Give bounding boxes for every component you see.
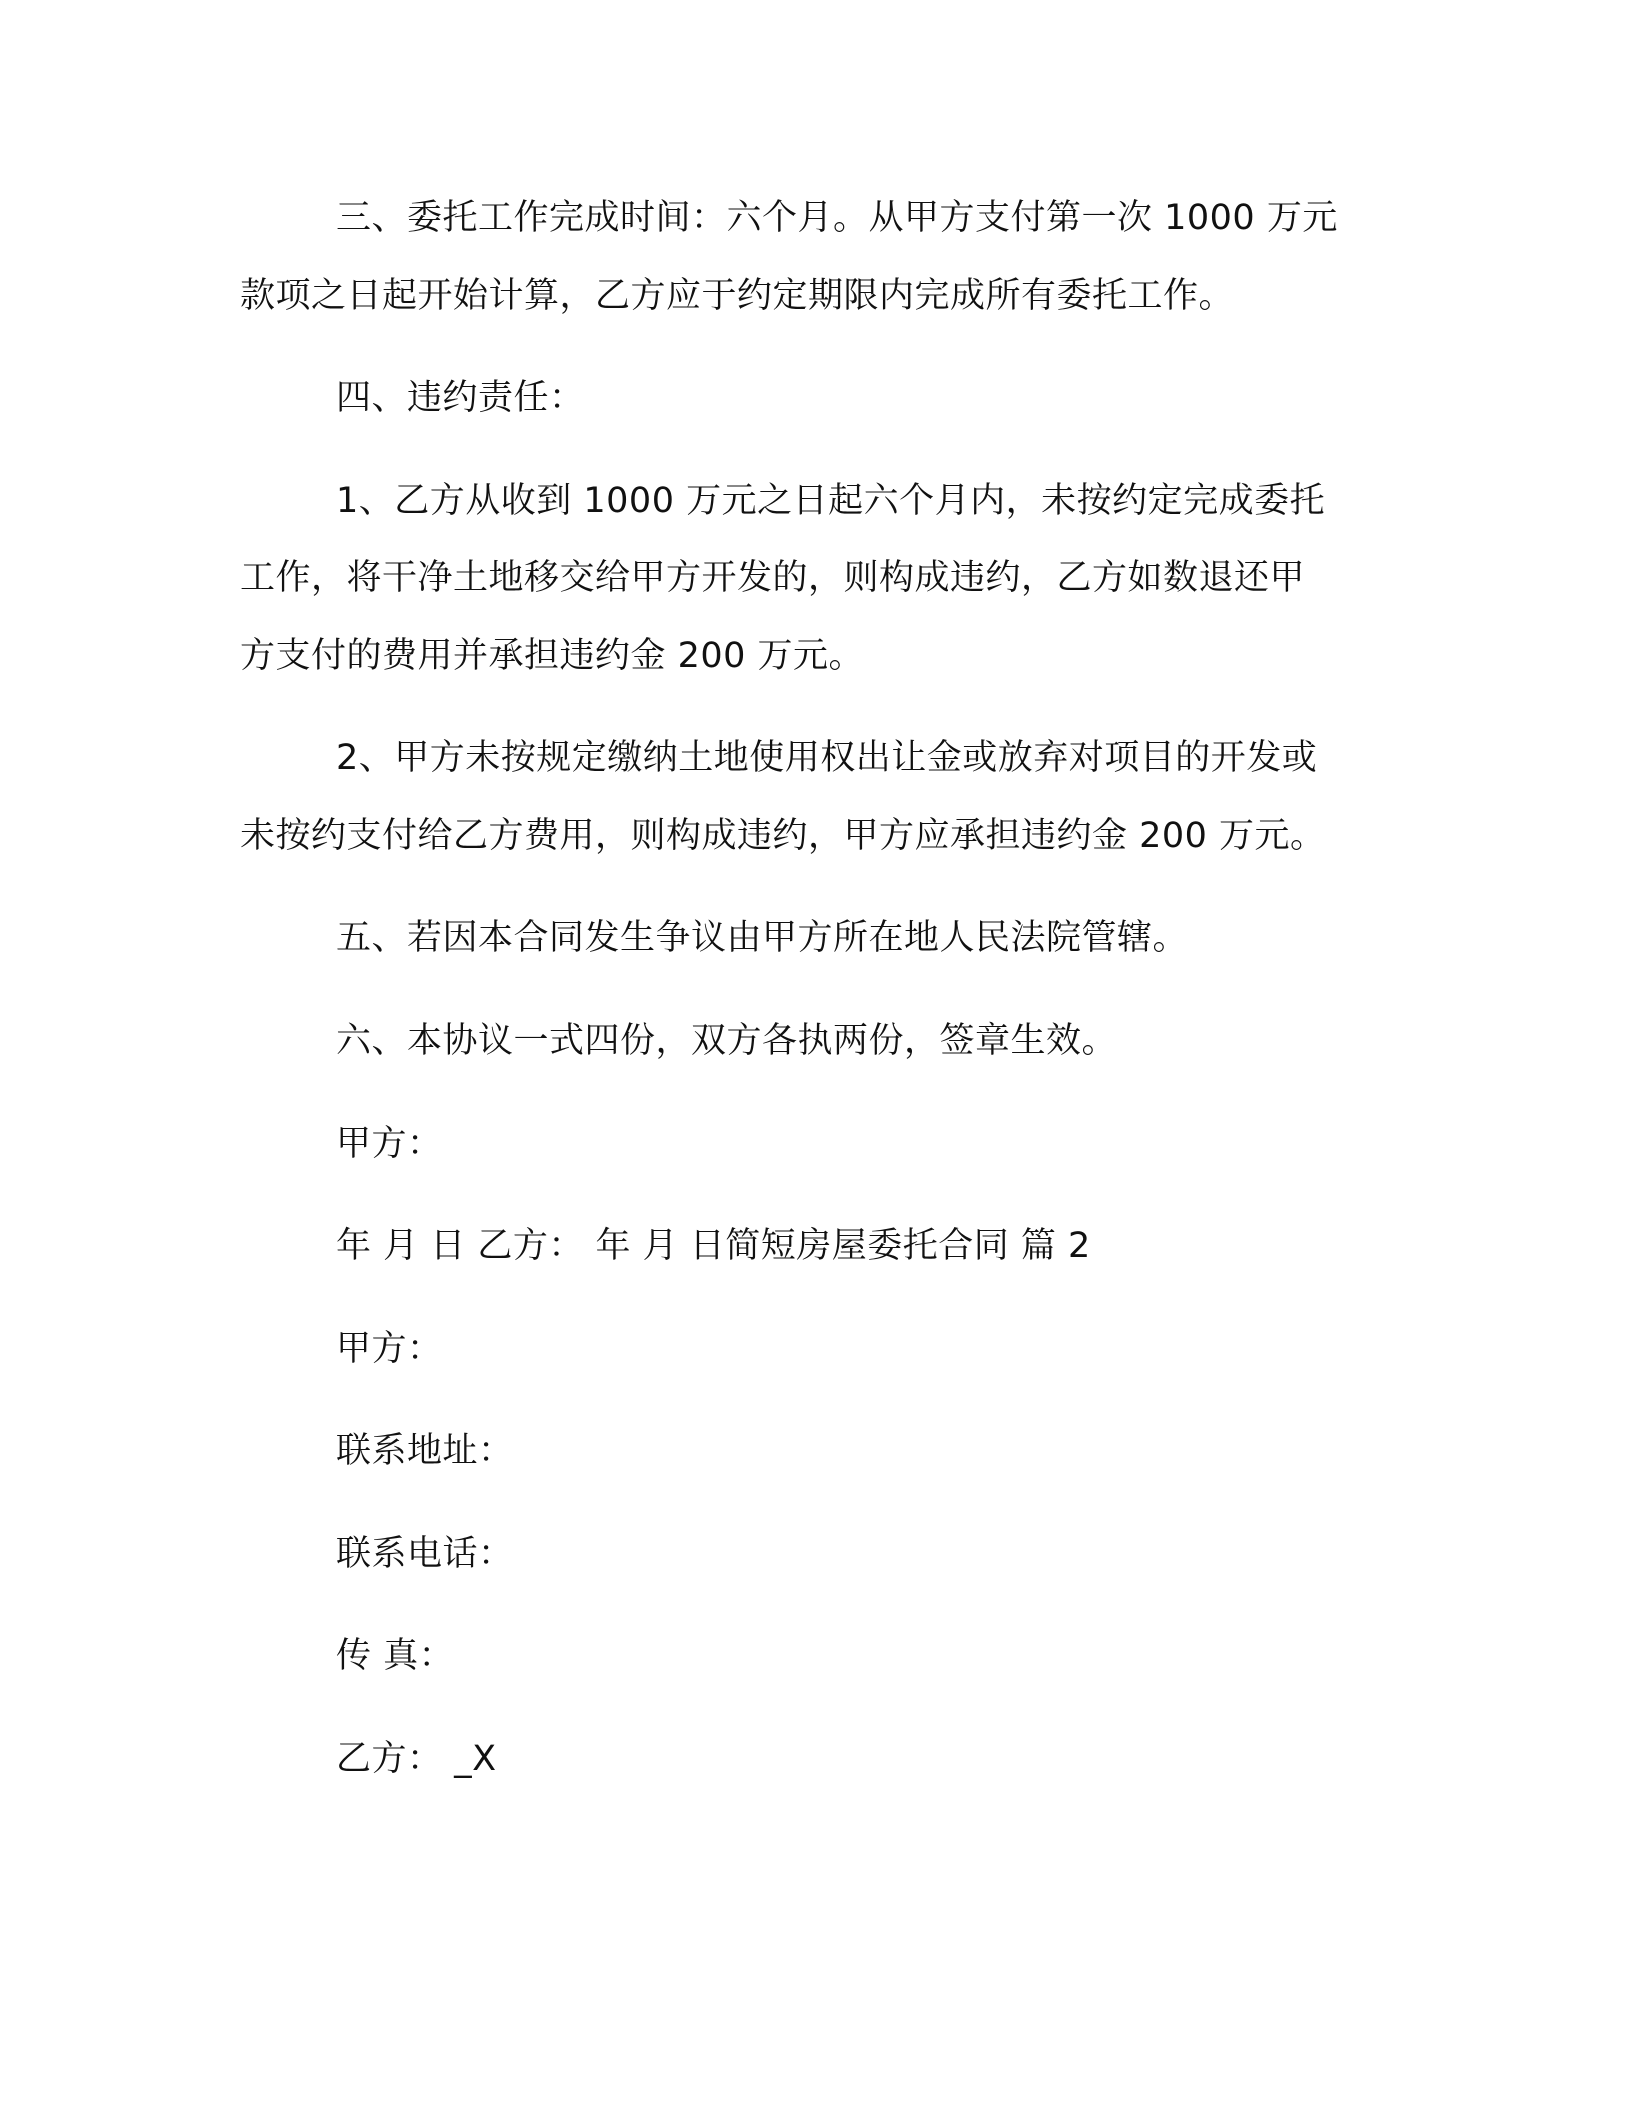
party-a-signature-label: 甲方：: [336, 1124, 443, 1164]
clause-4-1-line-2: 工作，将干净土地移交给甲方开发的，则构成违约，乙方如数退还甲: [240, 558, 1306, 598]
date-and-section-title: 年 月 日 乙方： 年 月 日简短房屋委托合同 篇 2: [336, 1226, 1091, 1266]
clause-4-heading: 四、违约责任：: [336, 378, 585, 418]
fax-label: 传 真：: [336, 1636, 455, 1676]
clause-4-2-line-2: 未按约支付给乙方费用，则构成违约，甲方应承担违约金 200 万元。: [240, 816, 1326, 856]
clause-4-1-line-1: 1、乙方从收到 1000 万元之日起六个月内，未按约定完成委托: [336, 481, 1326, 521]
clause-3-line-1: 三、委托工作完成时间：六个月。从甲方支付第一次 1000 万元: [336, 198, 1338, 238]
party-a-label: 甲方：: [336, 1329, 443, 1369]
clause-6: 六、本协议一式四份，双方各执两份，签章生效。: [336, 1021, 1118, 1061]
clause-4-2-line-1: 2、甲方未按规定缴纳土地使用权出让金或放弃对项目的开发或: [336, 738, 1318, 778]
clause-4-1-line-3: 方支付的费用并承担违约金 200 万元。: [240, 636, 865, 676]
clause-3-line-2: 款项之日起开始计算，乙方应于约定期限内完成所有委托工作。: [240, 276, 1235, 316]
party-b-label: 乙方： _X: [336, 1739, 497, 1779]
clause-5: 五、若因本合同发生争议由甲方所在地人民法院管辖。: [336, 918, 1189, 958]
contact-phone-label: 联系电话：: [336, 1534, 514, 1574]
contact-address-label: 联系地址：: [336, 1431, 514, 1471]
